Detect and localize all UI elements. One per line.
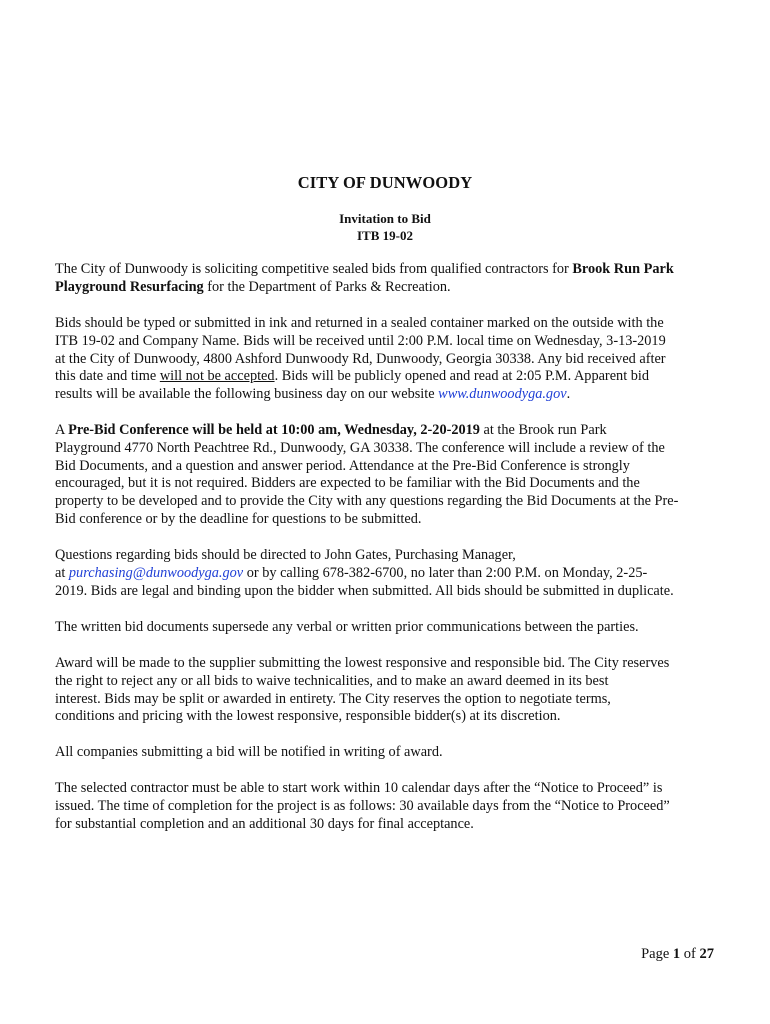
text-line: Questions regarding bids should be directed to John Gates, Purchasing Manager, bbox=[55, 547, 516, 563]
text-line: Bids should be typed or submitted in ink and returned in a sealed container marked on the outside with the bbox=[55, 315, 664, 331]
page-number bbox=[641, 946, 714, 963]
page-of: of bbox=[680, 946, 700, 962]
text-line: All companies submitting a bid will be notified in writing of award. bbox=[55, 744, 443, 760]
submission-paragraph bbox=[55, 315, 720, 404]
page-current: 1 bbox=[672, 946, 681, 962]
itb-number: ITB 19-02 bbox=[357, 228, 413, 243]
completion-paragraph bbox=[55, 780, 720, 833]
supersede-paragraph bbox=[55, 619, 720, 637]
page-total: 27 bbox=[699, 946, 714, 962]
text-run: The City of Dunwoody is soliciting competitive sealed bids from qualified contractors for bbox=[55, 261, 573, 277]
text-run: this date and time bbox=[55, 368, 160, 385]
text-line: Bid Documents, and a question and answer period. Attendance at the Pre-Bid Conference is strongly bbox=[55, 457, 630, 474]
email-link[interactable]: purchasing@dunwoodyga.gov bbox=[68, 564, 244, 581]
text-run: for the Department of Parks & Recreation. bbox=[203, 278, 451, 295]
text-line: The selected contractor must be able to start work within 10 calendar days after the “Notice to Proceed” is bbox=[55, 780, 663, 796]
text-line: The written bid documents supersede any verbal or written prior communications between the parties. bbox=[55, 619, 639, 635]
prebid-paragraph bbox=[55, 422, 720, 529]
prebid-conference-notice: Pre-Bid Conference will be held at 10:00 am, Wednesday, 2-20-2019 bbox=[68, 422, 480, 438]
text-line: encouraged, but it is not required. Bidders are expected to be familiar with the Bid Documents and the bbox=[55, 475, 640, 492]
text-run: . Bids will be publicly opened and read at 2:05 P.M. Apparent bid bbox=[274, 368, 650, 385]
award-paragraph bbox=[55, 655, 720, 726]
text-run: at the Brook run Park bbox=[479, 422, 607, 438]
text-run: . bbox=[566, 386, 571, 403]
intro-paragraph bbox=[55, 261, 720, 297]
text-line: for substantial completion and an additional 30 days for final acceptance. bbox=[55, 815, 474, 832]
text-line: interest. Bids may be split or awarded in entirety. The City reserves the option to negotiate terms, bbox=[55, 690, 611, 707]
questions-paragraph bbox=[55, 547, 720, 600]
text-line: at the City of Dunwoody, 4800 Ashford Dunwoody Rd, Dunwoody, Georgia 30338. Any bid received after bbox=[55, 350, 666, 367]
invitation-label: Invitation to Bid bbox=[339, 211, 431, 226]
document-title: CITY OF DUNWOODY bbox=[297, 173, 473, 192]
text-line: Award will be made to the supplier submitting the lowest responsive and responsible bid. The City reserves bbox=[55, 655, 670, 671]
text-line: ITB 19-02 and Company Name. Bids will be received until 2:00 P.M. local time on Wednesday, 3-13-2019 bbox=[55, 332, 666, 349]
notification-paragraph bbox=[55, 744, 720, 762]
text-run: A bbox=[55, 422, 69, 438]
text-line: Bid conference or by the deadline for questions to be submitted. bbox=[55, 510, 422, 527]
text-run: results will be available the following business day on our website bbox=[55, 386, 439, 403]
text-run: at bbox=[55, 564, 69, 581]
text-line: conditions and pricing with the lowest responsive, responsible bidder(s) at its discretion. bbox=[55, 708, 561, 725]
text-line: Playground 4770 North Peachtree Rd., Dunwoody, GA 30338. The conference will include a review of the bbox=[55, 439, 665, 456]
not-accepted-underline: will not be accepted bbox=[159, 368, 275, 385]
text-line: issued. The time of completion for the project is as follows: 30 available days from the “Notice to Proceed” bbox=[55, 797, 670, 814]
text-line: the right to reject any or all bids to waive technicalities, and to make an award deemed in its best bbox=[55, 672, 609, 689]
project-name-cont: Playground Resurfacing bbox=[55, 278, 204, 295]
document-subtitle bbox=[0, 210, 770, 244]
website-link[interactable]: www.dunwoodyga.gov bbox=[438, 386, 567, 403]
text-line: property to be developed and to provide the City with any questions regarding the Bid Documents at the Pre- bbox=[55, 493, 679, 510]
page-label: Page bbox=[641, 946, 673, 962]
text-run: or by calling 678-382-6700, no later than 2:00 P.M. on Monday, 2-25- bbox=[243, 564, 648, 581]
project-name: Brook Run Park bbox=[572, 261, 674, 277]
text-line: 2019. Bids are legal and binding upon the bidder when submitted. All bids should be submitted in duplicate. bbox=[55, 582, 674, 599]
